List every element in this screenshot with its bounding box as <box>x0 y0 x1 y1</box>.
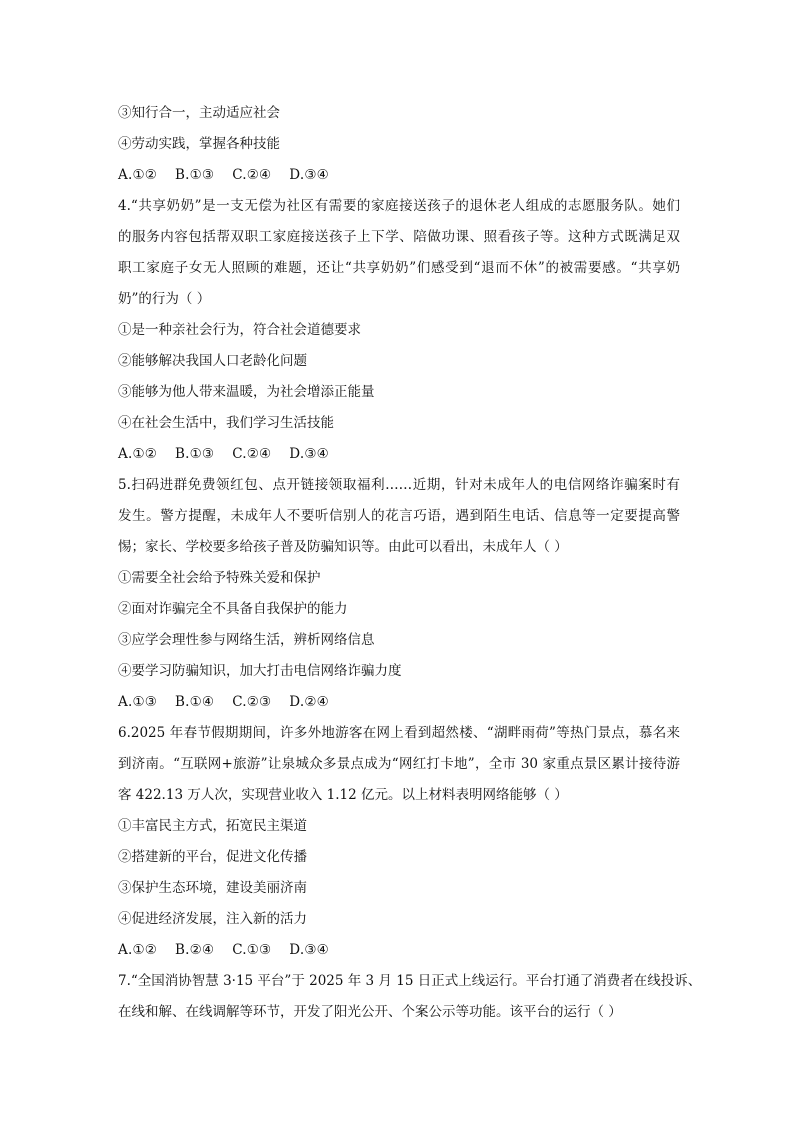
q6-item-3: ③保护生态环境，建设美丽济南 <box>118 880 307 896</box>
q4-stem-line: 奶”的行为（ ） <box>118 291 211 307</box>
q4-stem-line: 4.“共享奶奶”是一支无偿为社区有需要的家庭接送孩子的退休老人组成的志愿服务队。她们 <box>118 198 680 214</box>
q3-options: A.①② B.①③ C.②④ D.③④ <box>118 167 329 183</box>
q6-item-1: ①丰富民主方式，拓宽民主渠道 <box>118 818 307 834</box>
q4-item-4: ④在社会生活中，我们学习生活技能 <box>118 415 334 431</box>
q6-item-4: ④促进经济发展，注入新的活力 <box>118 911 307 927</box>
q5-item-4: ④要学习防骗知识，加大打击电信网络诈骗力度 <box>118 663 402 679</box>
q7-stem-line: 在线和解、在线调解等环节，开发了阳光公开、个案公示等功能。该平台的运行（ ） <box>118 1004 622 1020</box>
q4-item-2: ②能够解决我国人口老龄化问题 <box>118 353 307 369</box>
q5-stem-line: 发生。警方提醒，未成年人不要听信别人的花言巧语，遇到陌生电话、信息等一定要提高警 <box>118 508 680 524</box>
q6-stem-line: 到济南。“互联网+旅游”让泉城众多景点成为“网红打卡地”，全市 30 家重点景区累计接待游 <box>118 756 680 772</box>
q5-item-2: ②面对诈骗完全不具备自我保护的能力 <box>118 601 348 617</box>
q6-item-2: ②搭建新的平台，促进文化传播 <box>118 849 307 865</box>
exam-page <box>118 98 702 1028</box>
q7-stem-line: 7.“全国消协智慧 3·15 平台”于 2025 年 3 月 15 日正式上线运行。平台打通了消费者在线投诉、 <box>118 973 702 989</box>
q4-options: A.①② B.①③ C.②④ D.③④ <box>118 446 329 462</box>
q5-stem-line: 5.扫码进群免费领红包、点开链接领取福利……近期，针对未成年人的电信网络诈骗案时有 <box>118 477 680 493</box>
q4-item-1: ①是一种亲社会行为，符合社会道德要求 <box>118 322 361 338</box>
q4-stem-line: 职工家庭子女无人照顾的难题，还让“共享奶奶”们感受到“退而不休”的被需要感。“共享奶 <box>118 260 680 276</box>
q5-options: A.①③ B.①④ C.②③ D.②④ <box>118 694 329 710</box>
q6-stem-line: 客 422.13 万人次，实现营业收入 1.12 亿元。以上材料表明网络能够（ ） <box>118 787 568 803</box>
q5-item-1: ①需要全社会给予特殊关爱和保护 <box>118 570 321 586</box>
q4-stem-line: 的服务内容包括帮双职工家庭接送孩子上下学、陪做功课、照看孩子等。这种方式既满足双 <box>118 229 680 245</box>
q3-item-4: ④劳动实践，掌握各种技能 <box>118 136 280 152</box>
q4-item-3: ③能够为他人带来温暖，为社会增添正能量 <box>118 384 375 400</box>
q5-item-3: ③应学会理性参与网络生活，辨析网络信息 <box>118 632 375 648</box>
q6-options: A.①② B.②④ C.①③ D.③④ <box>118 942 329 958</box>
q5-stem-line: 惕；家长、学校要多给孩子普及防骗知识等。由此可以看出，未成年人（ ） <box>118 539 568 555</box>
q6-stem-line: 6.2025 年春节假期期间，许多外地游客在网上看到超然楼、“湖畔雨荷”等热门景点，慕名来 <box>118 725 680 741</box>
q3-item-3: ③知行合一，主动适应社会 <box>118 105 280 121</box>
